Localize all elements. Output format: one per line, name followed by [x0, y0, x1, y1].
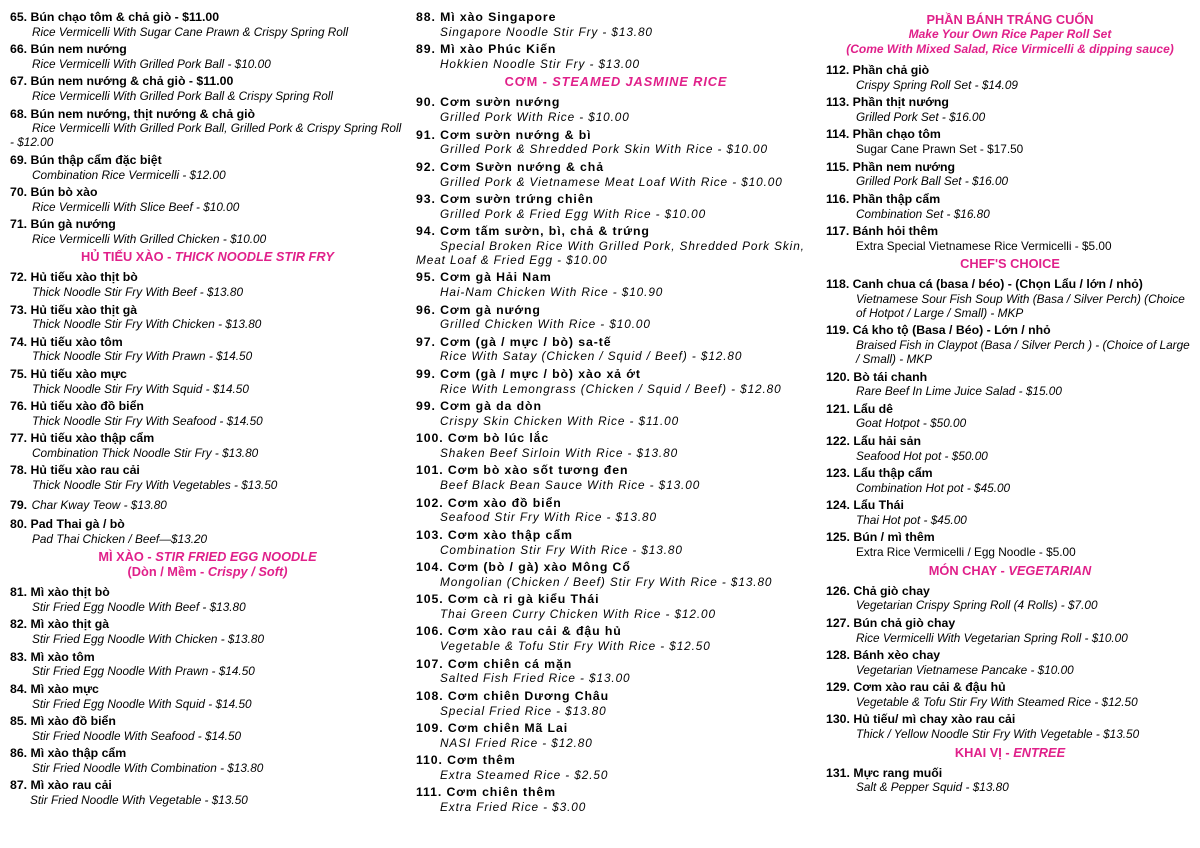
item-desc: Rice Vermicelli With Grilled Pork Ball, Grilled Pork & Crispy Spring Roll - $12.00 — [10, 121, 402, 150]
heading-sub-en: Crispy / Soft) — [207, 564, 288, 580]
item-desc: Beef Black Bean Sauce With Rice - $13.00 — [440, 478, 701, 493]
item-name: 124. Lẩu Thái — [826, 498, 904, 513]
item-desc: Stir Fried Noodle With Vegetable - $13.50 — [30, 793, 248, 808]
item-desc: Vegetarian Crispy Spring Roll (4 Rolls) - $7.00 — [856, 598, 1098, 613]
menu-item — [10, 463, 405, 492]
item-name: 93. Cơm sườn trứng chiên — [416, 191, 594, 206]
item-name: 87. Mì xào rau cải — [10, 778, 112, 793]
item-name: 65. Bún chạo tôm & chả giò - $11.00 — [10, 10, 220, 24]
menu-item — [416, 528, 816, 557]
item-desc: Rice Vermicelli With Slice Beef - $10.00 — [32, 199, 240, 214]
heading-vn: KHAI VỊ - — [954, 744, 1014, 760]
item-desc: Seafood Stir Fry With Rice - $13.80 — [440, 510, 657, 525]
section-heading-rice — [416, 74, 816, 89]
menu-item — [416, 399, 816, 428]
menu-item — [416, 270, 816, 299]
item-desc: Stir Fried Noodle With Combination - $13.80 — [32, 760, 264, 775]
item-name: 114. Phần chạo tôm — [826, 127, 941, 142]
item-desc: Grilled Chicken With Rice - $10.00 — [440, 317, 651, 332]
heading-vn: HỦ TIẾU XÀO - — [81, 249, 175, 265]
item-name: 109. Cơm chiên Mã Lai — [416, 720, 569, 735]
item-name: 95. Cơm gà Hải Nam — [416, 270, 552, 285]
item-desc: Stir Fried Egg Noodle With Chicken - $13.80 — [32, 632, 265, 647]
item-desc: Extra Fried Rice - $3.00 — [440, 800, 587, 815]
item-desc: Thick Noodle Stir Fry With Vegetables - $13.50 — [32, 478, 278, 493]
menu-item — [10, 496, 405, 514]
heading-sub-vn: (Dòn / Mềm - — [127, 564, 208, 580]
menu-item — [826, 434, 1194, 463]
menu-item — [416, 560, 816, 589]
item-name: 107. Cơm chiên cá mặn — [416, 656, 573, 671]
menu-item — [10, 617, 405, 646]
heading-line-3: (Come With Mixed Salad, Rice Virmicelli & dipping sauce) — [846, 42, 1174, 56]
menu-item — [826, 616, 1194, 645]
menu-item — [10, 303, 405, 332]
item-name: 131. Mực rang muối — [826, 765, 943, 780]
menu-item — [826, 584, 1194, 613]
item-name: 102. Cơm xào đồ biển — [416, 495, 562, 510]
item-desc: Char Kway Teow - $13.80 — [31, 497, 167, 512]
menu-item — [416, 335, 816, 364]
item-desc: Extra Special Vietnamese Rice Vermicelli - $5.00 — [856, 238, 1112, 253]
item-name: 111. Cơm chiên thêm — [416, 785, 556, 800]
item-name: 101. Cơm bò xào sốt tương đen — [416, 463, 629, 478]
item-desc: Rice Vermicelli With Vegetarian Spring Roll - $10.00 — [856, 630, 1128, 645]
item-name: 72. Hủ tiếu xào thịt bò — [10, 270, 138, 285]
menu-item — [416, 224, 816, 267]
item-name: 128. Bánh xèo chay — [826, 648, 941, 662]
item-desc: Vietnamese Sour Fish Soup With (Basa / Silver Perch) (Choice of Hotpot / Large / Small) - MKP — [856, 291, 1185, 320]
menu-item — [10, 778, 405, 807]
heading-vn: MÌ XÀO - — [98, 549, 156, 565]
menu-item — [826, 370, 1194, 399]
menu-item — [416, 721, 816, 750]
item-desc: Grilled Pork & Vietnamese Meat Loaf With Rice - $10.00 — [440, 174, 783, 189]
item-name: 122. Lẩu hải sản — [826, 433, 922, 448]
menu-item — [416, 785, 816, 814]
section-heading-thick-noodle — [10, 249, 405, 264]
item-desc: Braised Fish in Claypot (Basa / Silver Perch ) - (Choice of Large / Small) - MKP — [856, 338, 1190, 367]
menu-item — [826, 160, 1194, 189]
menu-item — [826, 224, 1194, 253]
heading-vn: CHEF'S CHOICE — [960, 256, 1060, 272]
item-desc: Special Broken Rice With Grilled Pork, Shredded Pork Skin, Meat Loaf & Fried Egg - $10.00 — [416, 238, 805, 267]
item-desc: NASI Fried Rice - $12.80 — [440, 735, 593, 750]
item-name: 81. Mì xào thịt bò — [10, 585, 110, 600]
menu-item — [416, 160, 816, 189]
item-name: 78. Hủ tiếu xào rau cải — [10, 463, 140, 478]
item-name: 79. — [10, 497, 28, 512]
menu-item — [416, 367, 816, 396]
item-desc: Stir Fried Egg Noodle With Squid - $14.50 — [32, 696, 252, 711]
item-name: 70. Bún bò xào — [10, 184, 98, 199]
menu-column-3 — [826, 10, 1194, 798]
menu-item — [10, 10, 405, 39]
section-heading-egg-noodle — [10, 549, 405, 579]
menu-item — [10, 585, 405, 614]
menu-item — [826, 498, 1194, 527]
menu-item — [10, 335, 405, 364]
item-name: 80. Pad Thai gà / bò — [10, 517, 125, 532]
item-name: 83. Mì xào tôm — [10, 649, 95, 664]
item-desc: Mongolian (Chicken / Beef) Stir Fry With Rice - $13.80 — [440, 574, 773, 589]
heading-vn: MÓN CHAY - — [928, 562, 1009, 578]
menu-column-2 — [416, 10, 816, 818]
item-desc: Thick Noodle Stir Fry With Squid - $14.50 — [32, 381, 249, 396]
item-name: 119. Cá kho tộ (Basa / Béo) - Lớn / nhỏ — [826, 323, 1051, 338]
item-name: 100. Cơm bò lúc lắc — [416, 431, 550, 446]
item-desc: Grilled Pork With Rice - $10.00 — [440, 110, 630, 125]
item-name: 112. Phần chả giò — [826, 63, 930, 77]
menu-item — [416, 689, 816, 718]
item-desc: Rice With Satay (Chicken / Squid / Beef) - $12.80 — [440, 349, 743, 364]
menu-item — [826, 680, 1194, 709]
item-name: 97. Cơm (gà / mực / bò) sa-tế — [416, 334, 612, 349]
menu-item — [10, 42, 405, 71]
item-desc: Crispy Spring Roll Set - $14.09 — [856, 77, 1018, 92]
menu-item — [10, 217, 405, 246]
item-name: 88. Mì xào Singapore — [416, 10, 557, 24]
item-desc: Salted Fish Fried Rice - $13.00 — [440, 671, 631, 686]
menu-item — [416, 753, 816, 782]
menu-item — [10, 185, 405, 214]
menu-item — [10, 650, 405, 679]
menu-item — [416, 657, 816, 686]
section-heading-chefs-choice — [826, 256, 1194, 271]
item-desc: Extra Steamed Rice - $2.50 — [440, 767, 609, 782]
menu-item — [826, 192, 1194, 221]
menu-item — [10, 153, 405, 182]
item-name: 86. Mì xào thập cẩm — [10, 746, 127, 761]
item-desc: Thick Noodle Stir Fry With Seafood - $14.50 — [32, 413, 263, 428]
item-desc: Vegetable & Tofu Stir Fry With Steamed Rice - $12.50 — [856, 694, 1138, 709]
item-name: 89. Mì xào Phúc Kiến — [416, 42, 557, 57]
menu-item — [826, 95, 1194, 124]
menu-item — [826, 766, 1194, 795]
menu-item — [826, 712, 1194, 741]
item-desc: Shaken Beef Sirloin With Rice - $13.80 — [440, 446, 679, 461]
item-desc: Thick Noodle Stir Fry With Prawn - $14.50 — [32, 349, 253, 364]
item-name: 74. Hủ tiếu xào tôm — [10, 334, 123, 349]
item-name: 125. Bún / mì thêm — [826, 530, 935, 545]
item-name: 121. Lẩu dê — [826, 401, 893, 416]
item-name: 126. Chả giò chay — [826, 583, 930, 598]
item-name: 123. Lẩu thập cẩm — [826, 466, 933, 481]
section-heading-vegetarian — [826, 563, 1194, 578]
item-desc: Rare Beef In Lime Juice Salad - $15.00 — [856, 384, 1062, 399]
item-name: 69. Bún thập cẩm đặc biệt — [10, 152, 162, 167]
item-name: 130. Hủ tiếu/ mì chay xào rau cải — [826, 712, 1016, 727]
item-name: 91. Cơm sườn nướng & bì — [416, 127, 592, 142]
item-desc: Stir Fried Noodle With Seafood - $14.50 — [32, 728, 242, 743]
item-desc: Sugar Cane Prawn Set - $17.50 — [856, 142, 1024, 157]
menu-item — [416, 192, 816, 221]
item-desc: Rice Vermicelli With Grilled Pork Ball - $10.00 — [32, 56, 271, 71]
item-desc: Combination Rice Vermicelli - $12.00 — [32, 167, 226, 182]
item-desc: Crispy Skin Chicken With Rice - $11.00 — [440, 413, 680, 428]
heading-en: ENTREE — [1013, 744, 1066, 760]
heading-en: STEAMED JASMINE RICE — [552, 74, 728, 90]
menu-item — [826, 466, 1194, 495]
menu-item — [416, 95, 816, 124]
item-desc: Combination Hot pot - $45.00 — [856, 480, 1011, 495]
menu-item — [10, 517, 405, 546]
heading-line-2: Make Your Own Rice Paper Roll Set — [908, 27, 1112, 41]
menu-item — [416, 128, 816, 157]
item-name: 66. Bún nem nướng — [10, 42, 127, 57]
heading-en: THICK NOODLE STIR FRY — [174, 249, 334, 265]
item-name: 117. Bánh hỏi thêm — [826, 223, 939, 238]
menu-item — [416, 42, 816, 71]
item-desc: Thick Noodle Stir Fry With Chicken - $13.80 — [32, 317, 262, 332]
menu-item — [10, 682, 405, 711]
item-desc: Extra Rice Vermicelli / Egg Noodle - $5.00 — [856, 545, 1076, 560]
item-name: 116. Phần thập cẩm — [826, 191, 941, 206]
item-desc: Thick Noodle Stir Fry With Beef - $13.80 — [32, 285, 244, 300]
item-name: 92. Cơm Sườn nướng & chả — [416, 159, 604, 174]
item-name: 104. Cơm (bò / gà) xào Mông Cổ — [416, 560, 631, 574]
item-desc: Grilled Pork Ball Set - $16.00 — [856, 174, 1009, 189]
item-name: 75. Hủ tiếu xào mực — [10, 366, 127, 381]
item-desc: Vegetarian Vietnamese Pancake - $10.00 — [856, 662, 1074, 677]
item-name: 71. Bún gà nướng — [10, 217, 116, 232]
item-name: 76. Hủ tiếu xào đồ biển — [10, 399, 144, 414]
item-desc: Grilled Pork & Fried Egg With Rice - $10.00 — [440, 206, 707, 221]
menu-column-1 — [10, 10, 405, 811]
menu-item — [826, 530, 1194, 559]
menu-item — [416, 592, 816, 621]
item-desc: Special Fried Rice - $13.80 — [440, 703, 607, 718]
item-desc: Combination Stir Fry With Rice - $13.80 — [440, 542, 683, 557]
item-name: 108. Cơm chiên Dương Châu — [416, 688, 610, 703]
item-name: 85. Mì xào đồ biển — [10, 713, 116, 728]
item-desc: Goat Hotpot - $50.00 — [856, 416, 967, 431]
item-desc: Pad Thai Chicken / Beef—$13.20 — [32, 531, 208, 546]
menu-item — [826, 63, 1194, 92]
item-desc: Thick / Yellow Noodle Stir Fry With Vegetable - $13.50 — [856, 727, 1140, 742]
item-desc: Vegetable & Tofu Stir Fry With Rice - $12.50 — [440, 639, 711, 654]
menu-item — [10, 746, 405, 775]
menu-item — [416, 431, 816, 460]
menu-item — [416, 10, 816, 39]
heading-vn: PHẦN BÁNH TRÁNG CUỐN — [926, 12, 1094, 27]
menu-item — [826, 648, 1194, 677]
menu-item — [10, 270, 405, 299]
item-desc: Rice With Lemongrass (Chicken / Squid / Beef) - $12.80 — [440, 381, 782, 396]
item-name: 99. Cơm gà da dòn — [416, 399, 542, 414]
menu-item — [826, 323, 1194, 366]
section-heading-entree — [826, 745, 1194, 760]
heading-en: VEGETARIAN — [1008, 562, 1092, 578]
item-name: 67. Bún nem nướng & chả giò - $11.00 — [10, 74, 234, 89]
item-name: 77. Hủ tiếu xào thập cẩm — [10, 431, 155, 446]
item-name: 113. Phần thịt nướng — [826, 95, 949, 110]
item-name: 90. Cơm sườn nướng — [416, 95, 561, 110]
item-name: 94. Cơm tấm sườn, bì, chả & trứng — [416, 224, 650, 239]
item-name: 68. Bún nem nướng, thịt nướng & chả giò — [10, 106, 256, 121]
item-name: 129. Cơm xào rau cải & đậu hủ — [826, 680, 1006, 695]
item-name: 106. Cơm xào rau cải & đậu hủ — [416, 624, 622, 639]
item-desc: Hai-Nam Chicken With Rice - $10.90 — [440, 285, 664, 300]
item-name: 96. Cơm gà nướng — [416, 302, 541, 317]
menu-item — [826, 402, 1194, 431]
section-heading-rice-paper — [826, 12, 1194, 57]
item-desc: Combination Set - $16.80 — [856, 206, 990, 221]
menu-item — [10, 714, 405, 743]
item-desc: Combination Thick Noodle Stir Fry - $13.80 — [32, 446, 259, 461]
menu-item — [10, 431, 405, 460]
menu-item — [10, 74, 405, 103]
menu-item — [416, 496, 816, 525]
item-desc: Rice Vermicelli With Grilled Chicken - $10.00 — [32, 231, 267, 246]
menu-item — [416, 624, 816, 653]
item-name: 105. Cơm cà ri gà kiểu Thái — [416, 592, 600, 607]
item-desc: Thai Hot pot - $45.00 — [856, 513, 967, 528]
item-desc: Salt & Pepper Squid - $13.80 — [856, 780, 1009, 795]
item-name: 115. Phần nem nướng — [826, 159, 956, 174]
item-desc: Grilled Pork Set - $16.00 — [856, 109, 986, 124]
item-desc: Hokkien Noodle Stir Fry - $13.00 — [440, 56, 640, 71]
heading-vn: CƠM - — [504, 74, 553, 90]
item-name: 127. Bún chả giò chay — [826, 615, 956, 630]
menu-item — [10, 367, 405, 396]
item-name: 73. Hủ tiếu xào thịt gà — [10, 302, 138, 317]
item-desc: Stir Fried Egg Noodle With Beef - $13.80 — [32, 600, 246, 614]
item-desc: Stir Fried Egg Noodle With Prawn - $14.50 — [32, 664, 255, 679]
item-desc: Rice Vermicelli With Sugar Cane Prawn & Crispy Spring Roll — [32, 24, 349, 39]
item-name: 110. Cơm thêm — [416, 753, 516, 768]
item-name: 84. Mì xào mực — [10, 681, 99, 696]
menu-item — [416, 463, 816, 492]
item-desc: Seafood Hot pot - $50.00 — [856, 448, 988, 463]
item-desc: Grilled Pork & Shredded Pork Skin With Rice - $10.00 — [440, 142, 768, 157]
item-desc: Rice Vermicelli With Grilled Pork Ball & Crispy Spring Roll — [32, 89, 334, 104]
heading-en: STIR FRIED EGG NOODLE — [155, 549, 317, 565]
menu-item — [826, 127, 1194, 156]
menu-item — [10, 107, 405, 150]
item-name: 120. Bò tái chanh — [826, 369, 928, 384]
menu-item — [416, 303, 816, 332]
item-desc: Singapore Noodle Stir Fry - $13.80 — [440, 24, 653, 39]
item-name: 99. Cơm (gà / mực / bò) xào xả ớt — [416, 366, 641, 381]
menu-item — [826, 277, 1194, 320]
item-desc: Thai Green Curry Chicken With Rice - $12.00 — [440, 606, 716, 621]
item-name: 118. Canh chua cá (basa / béo) - (Chọn Lẩu / lớn / nhỏ) — [826, 277, 1143, 292]
menu-item — [10, 399, 405, 428]
item-name: 103. Cơm xào thập cẩm — [416, 527, 573, 542]
item-name: 82. Mì xào thịt gà — [10, 617, 110, 632]
